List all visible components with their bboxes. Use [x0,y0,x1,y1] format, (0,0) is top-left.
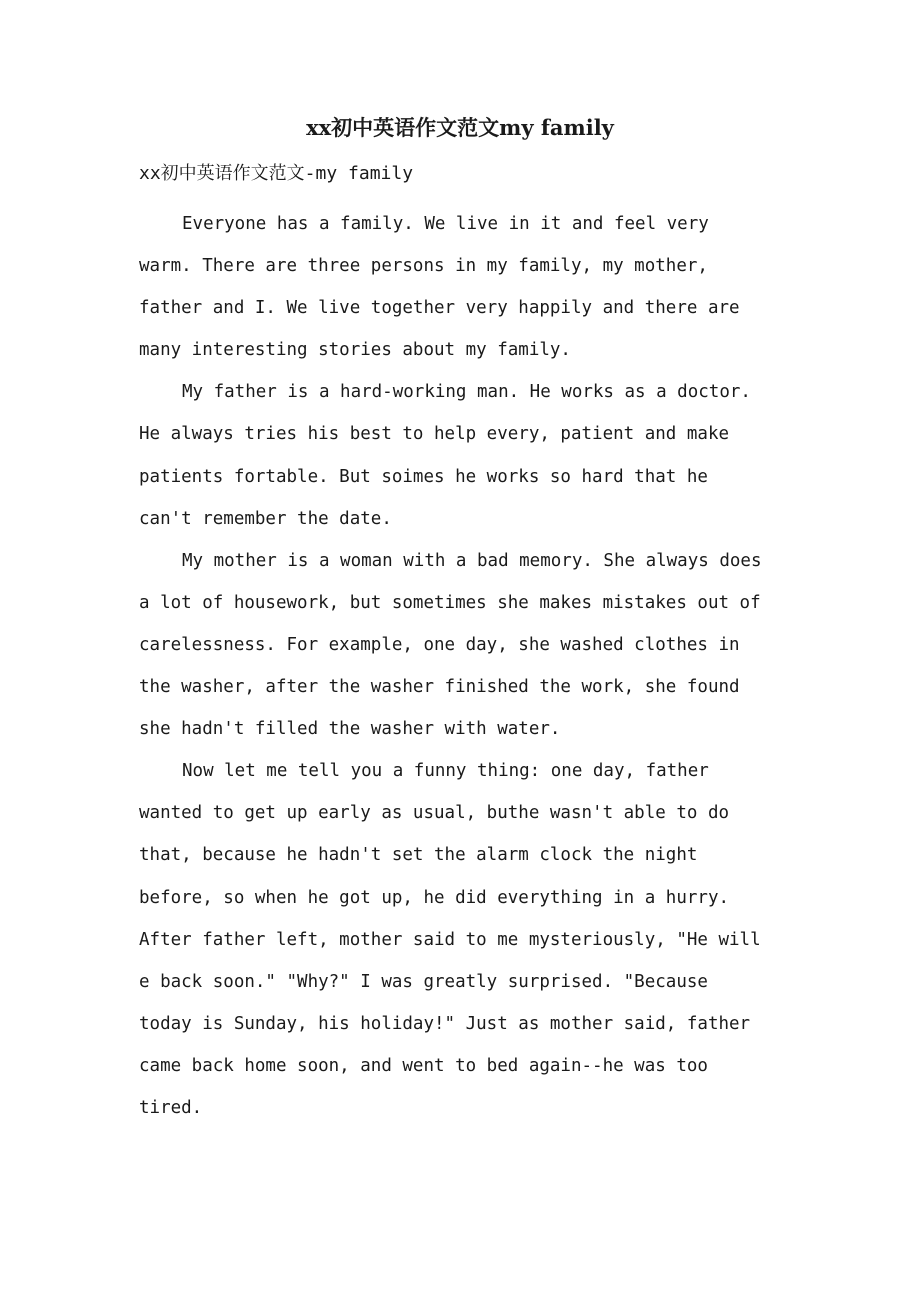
paragraph-line: He always tries his best to help every, patient and make [139,424,730,445]
paragraph-line: patients fortable. But soimes he works so hard that he [139,466,708,487]
paragraph-line: the washer, after the washer finished the work, she found [139,677,740,698]
paragraph-line: came back home soon, and went to bed again--he was too [139,1055,708,1076]
document-title: xx初中英语作文范文my family [306,115,614,140]
paragraph-line: e back soon." "Why?" I was greatly surprised. "Because [139,971,708,992]
paragraph-line: father and I. We live together very happily and there are [139,298,740,319]
paragraph-line: tired. [139,1097,203,1118]
paragraph-line: warm. There are three persons in my family, my mother, [139,256,708,277]
paragraph-line: My father is a hard-working man. He works as a doctor. [182,382,751,403]
paragraph [139,203,789,371]
paragraph-line: many interesting stories about my family. [139,340,571,361]
paragraph-line: she hadn't filled the washer with water. [139,719,561,740]
paragraph-line: a lot of housework, but sometimes she makes mistakes out of [139,592,761,613]
paragraph-line: can't remember the date. [139,508,392,529]
paragraph [139,540,789,750]
paragraph-line: carelessness. For example, one day, she washed clothes in [139,634,740,655]
paragraph [139,750,789,1129]
paragraph-line: After father left, mother said to me mysteriously, "He will [139,929,761,950]
document-body [139,203,789,1129]
paragraph-line: that, because he hadn't set the alarm clock the night [139,845,698,866]
paragraph-line: My mother is a woman with a bad memory. She always does [182,550,762,571]
document-subtitle: xx初中英语作文范文-my family [139,163,414,184]
paragraph-line: wanted to get up early as usual, buthe wasn't able to do [139,803,730,824]
paragraph-line: before, so when he got up, he did everything in a hurry. [139,887,730,908]
paragraph-line: today is Sunday, his holiday!" Just as mother said, father [139,1013,751,1034]
paragraph [139,371,789,539]
paragraph-line: Everyone has a family. We live in it and feel very [182,214,709,234]
paragraph-line: Now let me tell you a funny thing: one day, father [182,761,709,782]
